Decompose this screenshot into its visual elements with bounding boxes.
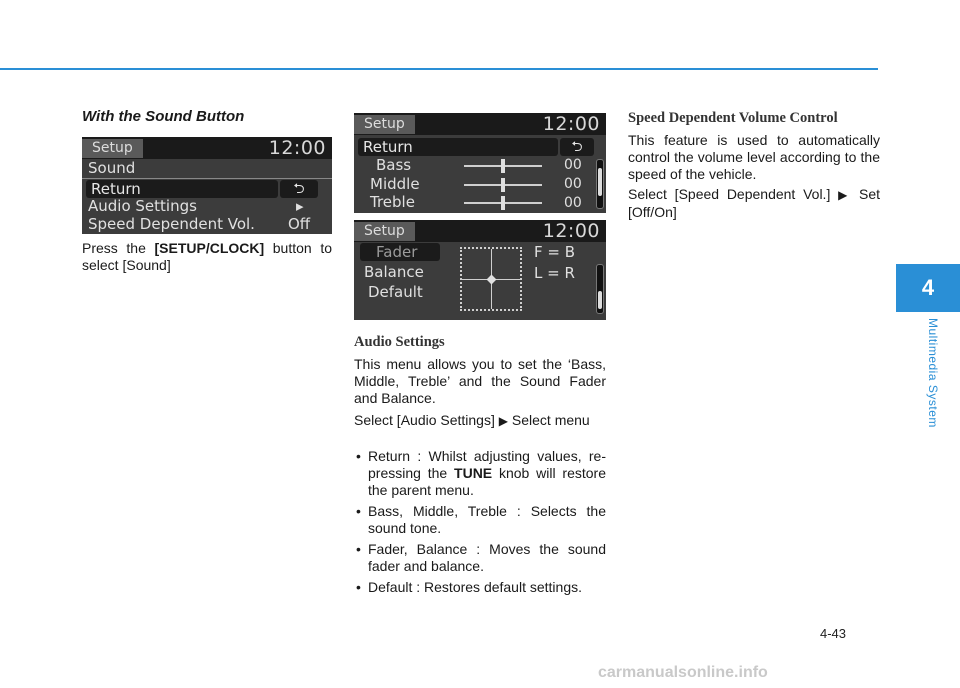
arrow-right-icon: ▶ [498, 414, 508, 428]
instruction-text: Press the [SETUP/CLOCK] button to select [Sound] [82, 240, 332, 273]
fader-balance-grid[interactable] [460, 247, 522, 311]
fader-menu-item[interactable]: Fader [360, 243, 440, 261]
screen-clock: 12:00 [268, 137, 326, 159]
section-heading-audio-settings: Audio Settings [354, 334, 445, 350]
tone-label-middle: Middle [370, 175, 420, 193]
return-menu-item[interactable]: Return [86, 180, 278, 198]
treble-value: 00 [564, 195, 582, 211]
list-item: • Bass, Middle, Treble : Selects the sound tone. [354, 503, 606, 537]
speed-dependent-intro: This feature is used to automatically control the volume level according to the speed of the vehicle. [628, 132, 880, 182]
chapter-tab: 4 [896, 264, 960, 312]
tone-label-bass: Bass [376, 156, 412, 174]
middle-slider[interactable] [464, 184, 542, 186]
header-rule [0, 68, 878, 70]
screen-clock: 12:00 [542, 220, 600, 242]
menu-item-speed-dependent-vol[interactable]: Speed Dependent Vol. [88, 215, 255, 233]
scrollbar-thumb[interactable] [598, 291, 602, 309]
screen-clock: 12:00 [542, 113, 600, 135]
screen-tab-setup: Setup [354, 222, 415, 241]
audio-settings-list [354, 448, 606, 600]
slider-handle[interactable] [501, 196, 505, 210]
balance-menu-item[interactable]: Balance [364, 263, 424, 281]
tone-settings-screen [354, 113, 606, 213]
speed-dependent-select: Select [Speed Dependent Vol.] ▶ Set [Off/On] [628, 186, 880, 220]
menu-item-audio-settings[interactable]: Audio Settings [88, 197, 197, 215]
list-item: • Fader, Balance : Moves the sound fader and balance. [354, 541, 606, 575]
fader-value: F = B [534, 243, 576, 261]
scrollbar[interactable] [596, 264, 604, 314]
return-menu-item[interactable]: Return [358, 138, 558, 156]
bass-value: 00 [564, 157, 582, 173]
screen-tab-setup: Setup [354, 115, 415, 134]
section-heading-sound-button: With the Sound Button [82, 108, 245, 125]
back-icon[interactable]: ⮌ [560, 138, 594, 156]
arrow-right-icon: ▶ [838, 188, 852, 202]
chapter-label: Multimedia System [926, 318, 940, 428]
screen-tab-setup: Setup [82, 139, 143, 158]
balance-value: L = R [534, 264, 575, 282]
scrollbar[interactable] [596, 159, 604, 209]
watermark: carmanualsonline.info [598, 664, 768, 681]
slider-handle[interactable] [501, 178, 505, 192]
slider-handle[interactable] [501, 159, 505, 173]
list-item: • Default : Restores default settings. [354, 579, 606, 596]
bass-slider[interactable] [464, 165, 542, 167]
list-item: • Return : Whilst adjusting values, re-pressing the TUNE knob will restore the parent menu. [354, 448, 606, 499]
treble-slider[interactable] [464, 202, 542, 204]
position-marker-icon [487, 275, 497, 285]
screen-title-sound: Sound [88, 159, 136, 177]
back-icon[interactable]: ⮌ [280, 180, 318, 198]
default-menu-item[interactable]: Default [368, 283, 423, 301]
page-number: 4-43 [820, 626, 847, 641]
sound-menu-screen [82, 137, 332, 234]
fader-balance-screen [354, 220, 606, 320]
audio-settings-intro: This menu allows you to set the ‘Bass, Middle, Treble’ and the Sound Fader and Balance. [354, 356, 606, 406]
middle-value: 00 [564, 176, 582, 192]
audio-settings-select: Select [Audio Settings] ▶ Select menu [354, 412, 590, 428]
tone-label-treble: Treble [370, 193, 415, 211]
speed-vol-value: Off [288, 215, 311, 233]
scrollbar-thumb[interactable] [598, 168, 602, 196]
chevron-right-icon: ▸ [296, 197, 304, 215]
section-heading-speed-dependent: Speed Dependent Volume Control [628, 110, 838, 126]
